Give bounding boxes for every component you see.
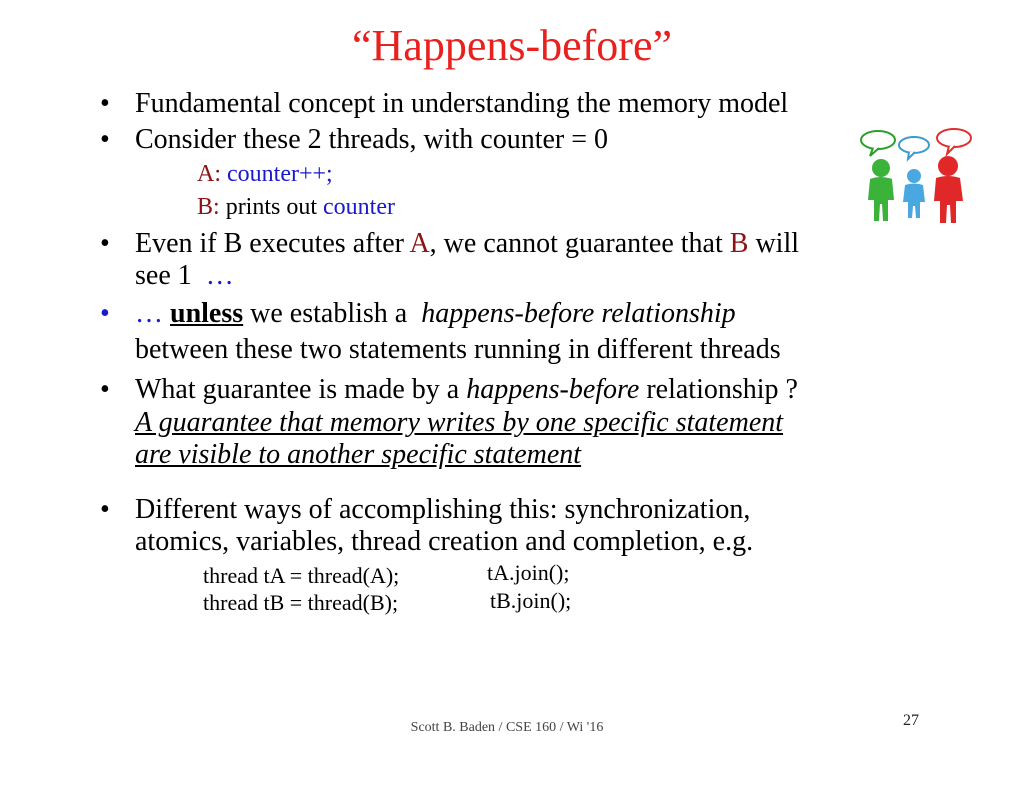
ellipsis: … (135, 298, 163, 329)
green-person (868, 159, 894, 221)
text-segment: Even if B executes after (135, 228, 410, 259)
bullet-marker: • (100, 374, 110, 405)
slide-title: “Happens-before” (351, 21, 673, 70)
text-segment: see 1 (135, 260, 192, 291)
thread-b-ref: B (729, 228, 749, 259)
happens-before-term: happens-before (466, 374, 640, 405)
speech-bubble-red (937, 129, 971, 154)
people-illustration (848, 126, 980, 226)
text-segment: we establish a (250, 298, 408, 329)
thread-a-code: counter++; (227, 161, 333, 187)
bullet-marker: • (100, 494, 110, 525)
text-segment: What guarantee is made by a (135, 374, 467, 405)
three-people-speech-bubbles-icon (848, 126, 980, 226)
ellipsis: … (205, 260, 234, 291)
bullet-text-line2: between these two statements running in different threads (135, 334, 781, 365)
bullet-marker: • (100, 298, 110, 329)
page-number: 27 (903, 712, 919, 729)
code-thread-a-join: tA.join(); (487, 560, 570, 585)
thread-a-ref: A (409, 228, 430, 259)
bullet-marker: • (100, 88, 110, 119)
speech-bubble-green (861, 131, 895, 156)
thread-b-label: B: (197, 194, 220, 220)
unless-emphasis: unless (170, 298, 244, 329)
guarantee-answer-line2: are visible to another specific statement (135, 439, 582, 470)
bullet-text-line2: atomics, variables, thread creation and completion, e.g. (135, 526, 754, 557)
red-person (934, 156, 963, 223)
guarantee-answer-line1: A guarantee that memory writes by one specific statement (135, 407, 784, 438)
bullet-text: Fundamental concept in understanding the memory model (135, 88, 789, 119)
bullet-marker: • (100, 228, 110, 259)
thread-a-label: A: (197, 161, 221, 187)
thread-b-line (197, 193, 395, 221)
bullet-text-line2 (135, 260, 234, 292)
text-segment: will (748, 228, 800, 259)
thread-b-text: prints out (225, 194, 324, 220)
bullet-text: Consider these 2 threads, with counter = 0 (135, 124, 609, 155)
thread-b-code: counter (323, 194, 395, 220)
code-thread-b-join: tB.join(); (490, 588, 572, 613)
thread-a-line (197, 160, 333, 188)
bullet-text (135, 374, 798, 406)
speech-bubble-blue (899, 137, 929, 159)
bullet-marker: • (100, 124, 110, 155)
slide-footer: Scott B. Baden / CSE 160 / Wi '16 (410, 720, 604, 735)
happens-before-relationship: happens-before relationship (421, 298, 736, 329)
text-segment: , we cannot guarantee that (429, 228, 730, 259)
blue-person (903, 169, 925, 218)
code-thread-b-create: thread tB = thread(B); (203, 590, 399, 615)
bullet-text: Different ways of accomplishing this: synchronization, (135, 494, 751, 525)
bullet-text (135, 298, 736, 330)
text-segment: relationship ? (639, 374, 798, 405)
code-thread-a-create: thread tA = thread(A); (203, 563, 400, 588)
bullet-text (135, 228, 799, 260)
